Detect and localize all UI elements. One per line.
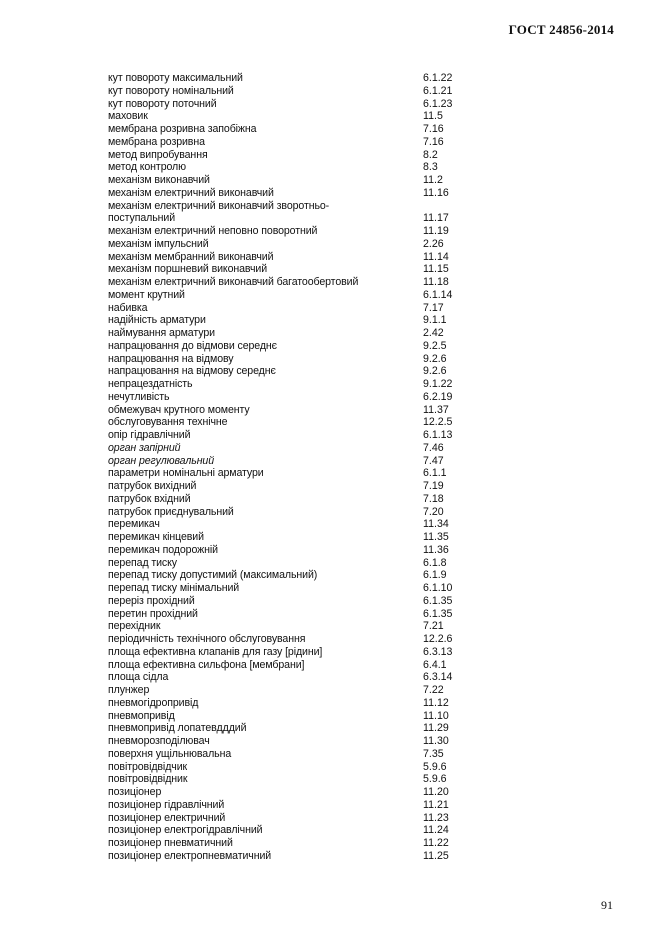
index-reference: 7.22: [423, 684, 444, 696]
terms-index: [108, 72, 528, 863]
index-entry: [108, 149, 528, 162]
index-term: позиціонер: [108, 786, 162, 798]
index-reference: 6.3.13: [423, 645, 453, 658]
index-entry: [108, 289, 528, 302]
index-entry: [108, 748, 528, 761]
index-entry: [108, 340, 528, 353]
index-term: площа сідла: [108, 671, 169, 684]
index-entry: [108, 302, 528, 315]
index-entry: [108, 442, 528, 455]
index-entry: [108, 620, 528, 633]
index-term: надійність арматури: [108, 314, 206, 327]
index-reference: 6.3.14: [423, 671, 453, 684]
index-term: орган регулювальний: [108, 454, 215, 467]
index-entry: [108, 633, 528, 646]
index-entry: [108, 416, 528, 429]
index-entry: [108, 773, 528, 786]
index-reference: 11.35: [423, 531, 449, 543]
index-reference: 12.2.5: [423, 416, 453, 429]
index-term: кут повороту поточний: [108, 97, 217, 110]
index-term: пневмогідропривід: [108, 696, 199, 709]
index-entry: [108, 569, 528, 582]
index-entry: [108, 646, 528, 659]
index-reference: 6.1.8: [423, 556, 447, 569]
index-reference: 11.23: [423, 811, 449, 824]
document-id: ГОСТ 24856-2014: [508, 22, 614, 37]
index-entry: [108, 710, 528, 723]
index-entry: [108, 582, 528, 595]
index-term: поступальний: [108, 212, 176, 225]
index-term: площа ефективна клапанів для газу [рідини]: [108, 645, 323, 658]
index-entry: [108, 353, 528, 366]
index-entry: [108, 200, 528, 213]
index-entry: [108, 212, 528, 225]
index-term: перетин прохідний: [108, 607, 198, 620]
index-entry: [108, 404, 528, 417]
index-entry: [108, 123, 528, 136]
index-reference: 7.16: [423, 135, 444, 148]
index-entry: [108, 225, 528, 238]
index-term: періодичність технічного обслуговування: [108, 633, 306, 645]
index-term: пневмопривід: [108, 709, 175, 722]
index-term: орган запірний: [108, 441, 181, 454]
index-entry: [108, 684, 528, 697]
index-term: перемикач кінцевий: [108, 531, 204, 543]
index-entry: [108, 85, 528, 98]
index-reference: 11.18: [423, 276, 449, 288]
index-term: набивка: [108, 301, 148, 314]
index-term: кут повороту максимальний: [108, 72, 243, 84]
index-term: обмежувач крутного моменту: [108, 403, 250, 416]
index-reference: 6.2.19: [423, 390, 453, 403]
index-term: плунжер: [108, 684, 150, 696]
index-term: перемикач: [108, 518, 160, 531]
index-entry: [108, 735, 528, 748]
page-number: 91: [601, 898, 613, 912]
index-entry: [108, 276, 528, 289]
index-reference: 11.12: [423, 696, 449, 709]
index-term: напрацювання до відмови середнє: [108, 339, 277, 352]
index-term: опір гідравлічний: [108, 429, 191, 441]
index-reference: 7.19: [423, 480, 444, 492]
index-entry: [108, 136, 528, 149]
index-entry: [108, 429, 528, 442]
index-term: переріз прохідний: [108, 594, 195, 607]
index-reference: 11.37: [423, 403, 449, 416]
index-reference: 7.46: [423, 441, 444, 454]
index-entry: [108, 531, 528, 544]
index-term: позиціонер пневматичний: [108, 837, 233, 849]
index-reference: 6.1.35: [423, 607, 453, 620]
index-reference: 11.36: [423, 543, 449, 556]
index-reference: 6.1.22: [423, 72, 453, 84]
index-entry: [108, 837, 528, 850]
index-reference: 7.17: [423, 301, 444, 314]
index-entry: [108, 659, 528, 672]
index-term: механізм електричний виконавчий зворотньо-: [108, 199, 330, 212]
index-entry: [108, 98, 528, 111]
index-reference: 11.16: [423, 186, 449, 199]
index-term: напрацювання на відмову: [108, 352, 234, 365]
index-reference: 11.17: [423, 212, 449, 225]
index-term: механізм електричний виконавчий: [108, 186, 274, 199]
index-entry: [108, 850, 528, 863]
index-entry: [108, 314, 528, 327]
index-term: непрацездатність: [108, 378, 193, 390]
index-reference: 5.9.6: [423, 760, 447, 773]
index-entry: [108, 799, 528, 812]
index-entry: [108, 263, 528, 276]
index-reference: 11.14: [423, 250, 449, 263]
index-reference: 6.1.10: [423, 582, 453, 594]
index-reference: 7.18: [423, 492, 444, 505]
index-term: мембрана розривна: [108, 135, 205, 148]
index-entry: [108, 697, 528, 710]
index-reference: 7.16: [423, 123, 444, 135]
index-entry: [108, 378, 528, 391]
index-reference: 12.2.6: [423, 633, 453, 645]
index-entry: [108, 174, 528, 187]
index-term: перепад тиску допустимий (максимальний): [108, 569, 318, 582]
index-reference: 11.34: [423, 518, 449, 531]
index-entry: [108, 761, 528, 774]
index-entry: [108, 187, 528, 200]
index-term: мембрана розривна запобіжна: [108, 123, 257, 135]
index-entry: [108, 824, 528, 837]
index-entry: [108, 595, 528, 608]
index-entry: [108, 544, 528, 557]
index-reference: 6.1.13: [423, 429, 453, 441]
index-term: обслуговування технічне: [108, 416, 228, 429]
index-entry: [108, 493, 528, 506]
index-term: позиціонер електропневматичний: [108, 849, 272, 862]
index-entry: [108, 518, 528, 531]
index-term: момент крутний: [108, 288, 185, 301]
index-term: механізм електричний неповно поворотний: [108, 225, 318, 237]
index-entry: [108, 365, 528, 378]
index-term: площа ефективна сильфона [мембрани]: [108, 658, 305, 671]
index-term: повітровідвідчик: [108, 760, 188, 773]
index-reference: 11.15: [423, 263, 449, 276]
index-entry: [108, 161, 528, 174]
index-reference: 11.29: [423, 722, 449, 735]
index-reference: [423, 200, 528, 213]
index-entry: [108, 812, 528, 825]
index-term: пневмопривід лопатевдддий: [108, 722, 247, 735]
index-term: перехідник: [108, 620, 161, 633]
index-reference: 11.30: [423, 735, 449, 747]
index-term: параметри номінальні арматури: [108, 467, 264, 480]
index-reference: 7.35: [423, 747, 444, 760]
index-term: механізм виконавчий: [108, 174, 210, 186]
index-reference: 2.26: [423, 237, 444, 250]
index-entry: [108, 238, 528, 251]
index-term: перемикач подорожній: [108, 543, 218, 556]
index-reference: 7.20: [423, 505, 444, 518]
index-term: повітровідвідник: [108, 773, 188, 786]
index-reference: 6.4.1: [423, 658, 447, 671]
index-term: пневморозподілювач: [108, 735, 210, 747]
index-entry: [108, 391, 528, 404]
index-term: патрубок вихідний: [108, 480, 197, 492]
index-reference: 5.9.6: [423, 773, 447, 786]
index-reference: 11.10: [423, 709, 449, 722]
index-entry: [108, 671, 528, 684]
index-reference: 9.2.6: [423, 365, 447, 378]
index-reference: 11.5: [423, 110, 443, 123]
index-reference: 7.47: [423, 454, 444, 467]
index-term: напрацювання на відмову середнє: [108, 365, 276, 378]
index-entry: [108, 557, 528, 570]
index-entry: [108, 506, 528, 519]
index-reference: 9.1.22: [423, 378, 453, 390]
index-reference: 11.25: [423, 849, 449, 862]
index-entry: [108, 110, 528, 123]
index-entry: [108, 786, 528, 799]
index-reference: 11.19: [423, 225, 449, 237]
index-reference: 11.24: [423, 824, 449, 837]
index-reference: 11.20: [423, 786, 449, 798]
index-term: патрубок приєднувальний: [108, 505, 234, 518]
index-reference: 6.1.23: [423, 97, 453, 110]
index-term: механізм поршневий виконавчий: [108, 263, 268, 276]
index-reference: 6.1.14: [423, 288, 453, 301]
index-reference: 9.2.5: [423, 339, 447, 352]
index-reference: 2.42: [423, 327, 444, 339]
index-reference: 8.2: [423, 148, 438, 161]
index-reference: 11.2: [423, 174, 443, 186]
index-term: маховик: [108, 110, 148, 123]
index-reference: 9.1.1: [423, 314, 447, 327]
index-entry: [108, 467, 528, 480]
index-entry: [108, 251, 528, 264]
index-reference: 9.2.6: [423, 352, 447, 365]
index-term: позиціонер гідравлічний: [108, 798, 225, 811]
index-reference: 8.3: [423, 161, 438, 174]
index-term: перепад тиску: [108, 556, 177, 569]
index-term: поверхня ущільнювальна: [108, 747, 232, 760]
index-term: механізм мембранний виконавчий: [108, 250, 274, 263]
index-term: метод випробування: [108, 148, 208, 161]
index-entry: [108, 480, 528, 493]
index-term: метод контролю: [108, 161, 186, 174]
index-term: перепад тиску мінімальний: [108, 582, 240, 594]
index-reference: 7.21: [423, 620, 444, 633]
index-reference: 6.1.1: [423, 467, 447, 480]
index-term: патрубок вхідний: [108, 492, 191, 505]
index-reference: 6.1.35: [423, 594, 453, 607]
index-entry: [108, 327, 528, 340]
index-reference: 6.1.9: [423, 569, 447, 582]
index-term: нечутливість: [108, 390, 170, 403]
index-entry: [108, 608, 528, 621]
index-reference: 11.21: [423, 798, 449, 811]
index-term: кут повороту номінальний: [108, 84, 234, 97]
index-reference: 11.22: [423, 837, 449, 849]
index-term: наймування арматури: [108, 327, 215, 339]
index-term: позиціонер електричний: [108, 811, 226, 824]
index-term: механізм імпульсний: [108, 237, 209, 250]
index-term: механізм електричний виконавчий багатообертовий: [108, 276, 359, 288]
index-entry: [108, 722, 528, 735]
index-entry: [108, 455, 528, 468]
index-entry: [108, 72, 528, 85]
index-term: позиціонер електрогідравлічний: [108, 824, 263, 837]
index-reference: 6.1.21: [423, 84, 453, 97]
